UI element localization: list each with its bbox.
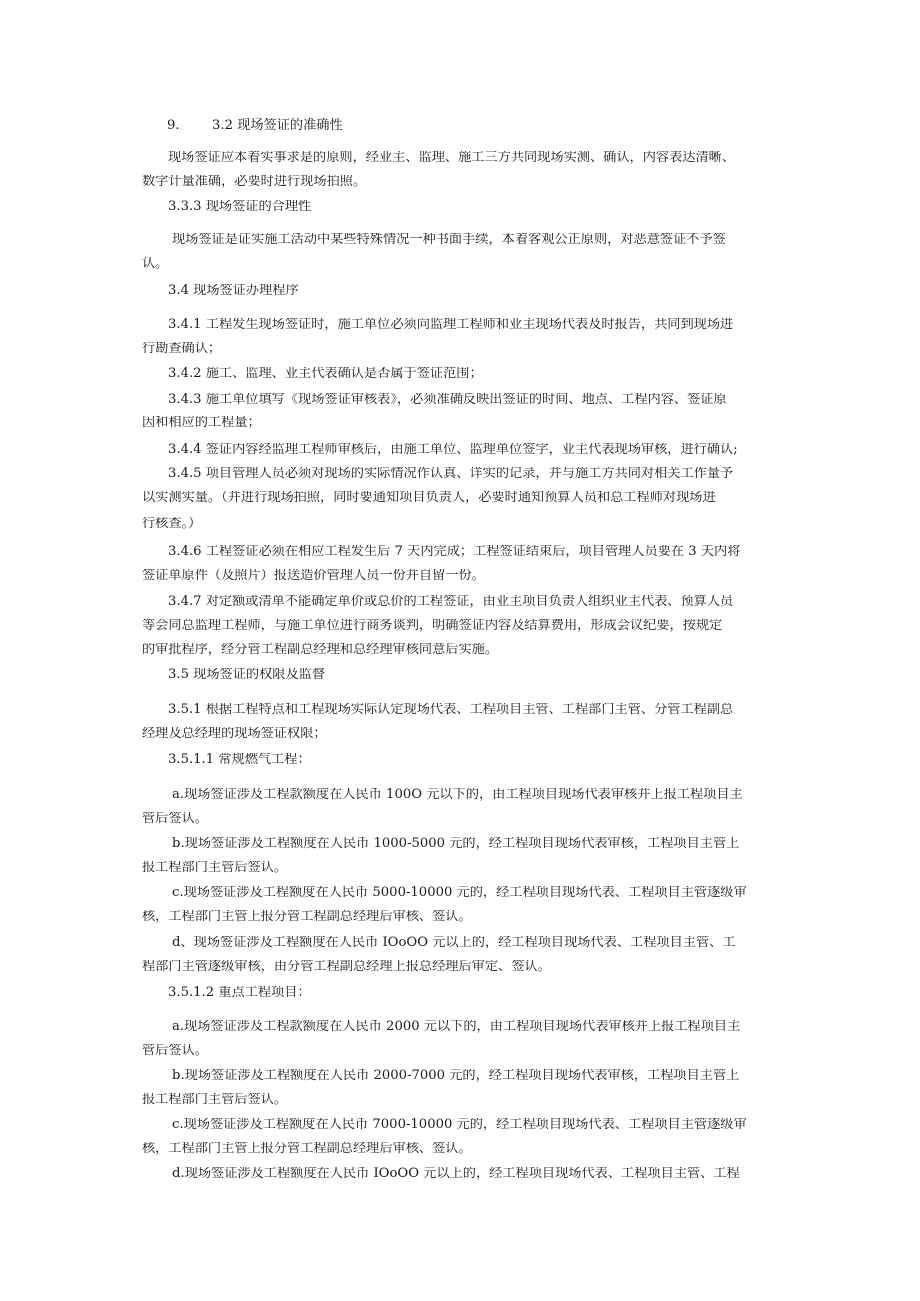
paragraph-line: 管后签认。 <box>142 812 208 826</box>
paragraph-line: 核，工程部门主管上报分管工程副总经理后审核、签认。 <box>142 910 472 924</box>
section-heading: 3.3.3 现场签证的合理性 <box>168 200 312 214</box>
paragraph-line: 报工程部门主管后签认。 <box>142 861 288 875</box>
paragraph-line: 报工程部门主管后签认。 <box>142 1093 288 1107</box>
paragraph-line: d.现场签证涉及工程额度在人民币 IOoOO 元以上的，经工程项目现场代表、工程项目主管、工程 <box>172 1167 740 1181</box>
paragraph-line: 3.4.6 工程签证必须在相应工程发生后 7 天内完成；工程签证结束后，项目管理人员要在 3 天内将 <box>168 545 741 559</box>
paragraph-line: 程部门主管逐级审核，由分管工程副总经理上报总经理后审定、签认。 <box>142 960 551 974</box>
paragraph-line: 认。 <box>142 257 169 271</box>
paragraph-line: 3.4.2 施工、监理、业主代表确认是否属于签证范围； <box>168 367 483 381</box>
paragraph-line: b.现场签证涉及工程额度在人民币 2000-7000 元的，经工程项目现场代表审核，工程项目主管上 <box>172 1069 740 1083</box>
section-heading: 3.5.1.2 重点工程项目： <box>168 986 311 1000</box>
paragraph-line: 3.4.3 施工单位填写《现场签证审核表》，必须准确反映出签证的时间、地点、工程内容、签证原 <box>168 393 727 407</box>
paragraph-line: 核，工程部门主管上报分管工程副总经理后审核、签认。 <box>142 1142 472 1156</box>
section-heading: 3.4 现场签证办理程序 <box>168 284 299 298</box>
paragraph-line: 现场签证是证实施工活动中某些特殊情况一种书面手续，本着客观公正原则，对恶意签证不予签 <box>172 233 726 247</box>
paragraph-line: 的审批程序，经分管工程副总经理和总经理审核同意后实施。 <box>142 643 499 657</box>
paragraph-line: c.现场签证涉及工程额度在人民币 5000-10000 元的，经工程项目现场代表、工程项目主管逐级审 <box>172 886 747 900</box>
paragraph-line: 管后签认。 <box>142 1044 208 1058</box>
paragraph-line: 行核查。） <box>142 517 202 531</box>
paragraph-line: 因和相应的工程量； <box>142 416 261 430</box>
paragraph-line: 3.4.7 对定额或清单不能确定单价或总价的工程签证，由业主项目负责人组织业主代表、预算人员 <box>168 595 734 609</box>
paragraph-line: 等会同总监理工程师，与施工单位进行商务谈判，明确签证内容及结算费用，形成会议纪要，按规定 <box>142 619 723 633</box>
paragraph-line: 行勘查确认； <box>142 342 222 356</box>
paragraph-line: 以实测实量。（并进行现场拍照，同时要通知项目负责人，必要时通知预算人员和总工程师对现场进 <box>142 491 716 505</box>
paragraph-line: a.现场签证涉及工程款额度在人民币 100O 元以下的，由工程项目现场代表审核并上报工程项目主 <box>172 788 743 802</box>
section-heading-3-2: 3.2 现场签证的准确性 <box>212 118 343 133</box>
paragraph-line: 3.4.5 项目管理人员必须对现场的实际情况作认真、详实的记录，并与施工方共同对相关工作量予 <box>168 467 734 481</box>
paragraph-line: 签证单原件（及照片）报送造价管理人员一份并自留一份。 <box>142 569 485 583</box>
paragraph-line: 3.5.1 根据工程特点和工程现场实际认定现场代表、工程项目主管、工程部门主管、分管工程副总 <box>168 703 734 717</box>
paragraph-line: d、现场签证涉及工程额度在人民币 IOoOO 元以上的，经工程项目现场代表、工程项目主管、工 <box>172 936 736 950</box>
section-heading: 3.5.1.1 常规燃气工程： <box>168 753 311 767</box>
list-number: 9. <box>167 118 180 133</box>
paragraph-line: 经理及总经理的现场签证权限； <box>142 727 327 741</box>
paragraph-line: b.现场签证涉及工程额度在人民币 1000-5000 元的，经工程项目现场代表审核，工程项目主管上 <box>172 837 740 851</box>
paragraph-line: 3.4.1 工程发生现场签证时，施工单位必须向监理工程师和业主现场代表及时报告，共同到现场进 <box>168 318 734 332</box>
paragraph-line: 现场签证应本着实事求是的原则，经业主、监理、施工三方共同现场实测、确认，内容表达清晰、 <box>168 151 736 165</box>
paragraph-line: a.现场签证涉及工程款额度在人民币 2000 元以下的，由工程项目现场代表审核并上报工程项目主 <box>172 1020 741 1034</box>
paragraph-line: 数字计量准确，必要时进行现场拍照。 <box>142 175 367 189</box>
section-heading: 3.5 现场签证的权限及监督 <box>168 668 326 682</box>
paragraph-line: 3.4.4 签证内容经监理工程师审核后，由施工单位、监理单位签字，业主代表现场审核，进行确认; <box>168 443 738 457</box>
paragraph-line: c.现场签证涉及工程额度在人民币 7000-10000 元的，经工程项目现场代表、工程项目主管逐级审 <box>172 1118 747 1132</box>
